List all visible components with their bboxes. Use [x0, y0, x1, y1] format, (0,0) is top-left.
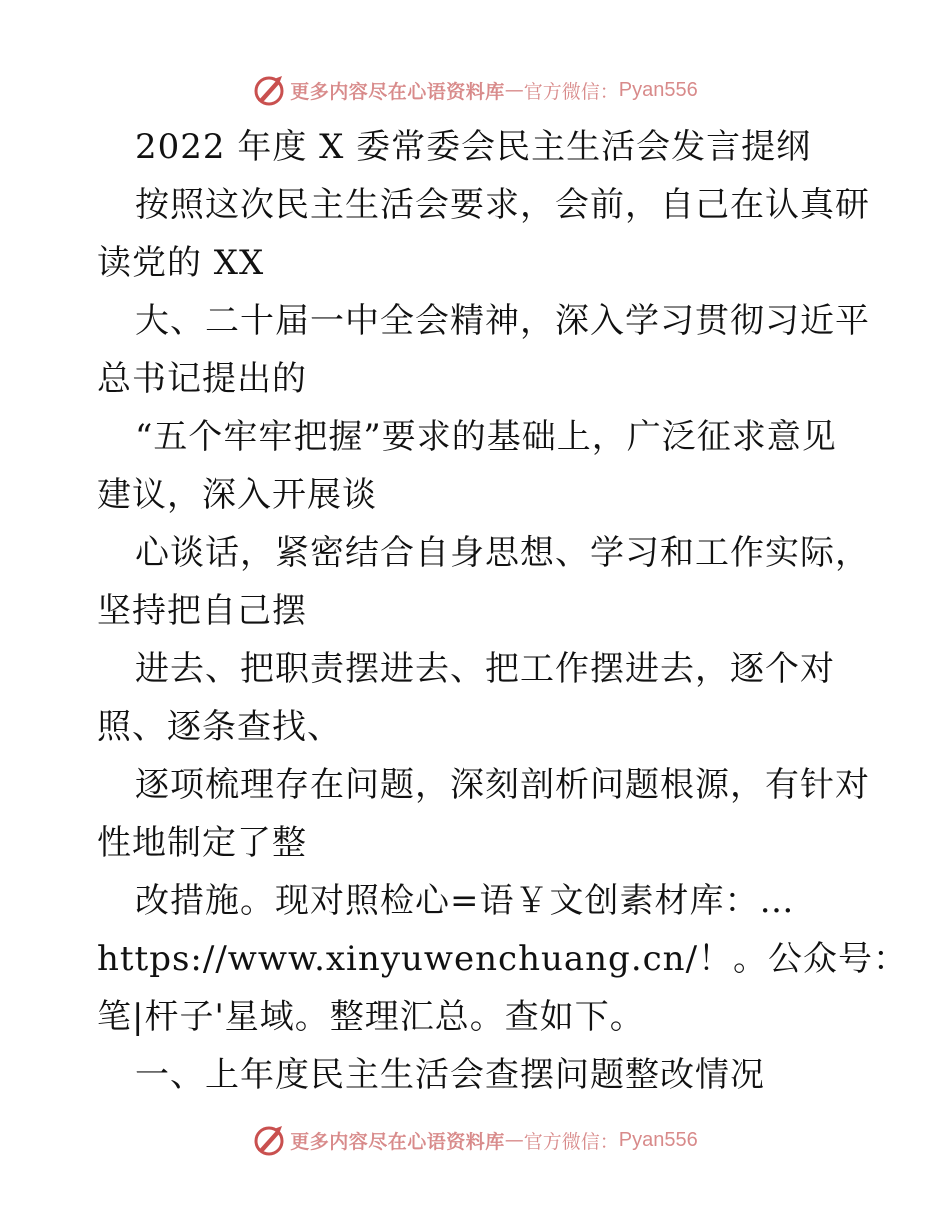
text-line: 进去、把职责摆进去、把工作摆进去，逐个对: [135, 649, 835, 689]
text-line: 按照这次民主生活会要求，会前，自己在认真研: [135, 185, 870, 225]
quill-logo-icon: [252, 73, 286, 107]
quill-logo-icon: [252, 1123, 286, 1157]
section-heading: 一、上年度民主生活会查摆问题整改情况: [135, 1055, 765, 1095]
banner-wechat-id: Pyan556: [618, 1128, 698, 1151]
banner-site-name: 更多内容尽在心语资料库: [290, 80, 505, 103]
header-watermark-banner: [0, 70, 950, 110]
banner-separator: —: [504, 1129, 524, 1151]
banner-wechat-label: 官方微信：: [523, 80, 619, 103]
text-line: 坚持把自己摆: [97, 591, 307, 631]
text-line-url: https://www.xinyuwenchuang.cn/！。公众号：: [97, 939, 909, 979]
banner-separator: —: [504, 79, 524, 101]
banner-wechat-id: Pyan556: [618, 78, 698, 101]
text-line: 读党的 XX: [97, 243, 265, 283]
text-line: 性地制定了整: [97, 823, 307, 863]
text-line: 大、二十届一中全会精神，深入学习贯彻习近平: [135, 301, 870, 341]
text-line: 总书记提出的: [97, 359, 307, 399]
text-line: 照、逐条查找、: [97, 707, 342, 747]
text-line: “五个牢牢把握”要求的基础上，广泛征求意见: [135, 417, 837, 457]
text-line: 逐项梳理存在问题，深刻剖析问题根源，有针对: [135, 765, 870, 805]
footer-watermark-banner: [0, 1120, 950, 1160]
banner-site-name: 更多内容尽在心语资料库: [290, 1130, 505, 1153]
document-title: 2022 年度 X 委常委会民主生活会发言提纲: [135, 127, 812, 167]
banner-wechat-label: 官方微信：: [523, 1130, 619, 1153]
text-line: 建议，深入开展谈: [97, 475, 377, 515]
text-line: 心谈话，紧密结合自身思想、学习和工作实际，: [135, 533, 870, 573]
text-line: 改措施。现对照检心=语￥文创素材库：…: [135, 881, 795, 921]
text-line: 笔|杆子'星域。整理汇总。查如下。: [97, 997, 645, 1037]
